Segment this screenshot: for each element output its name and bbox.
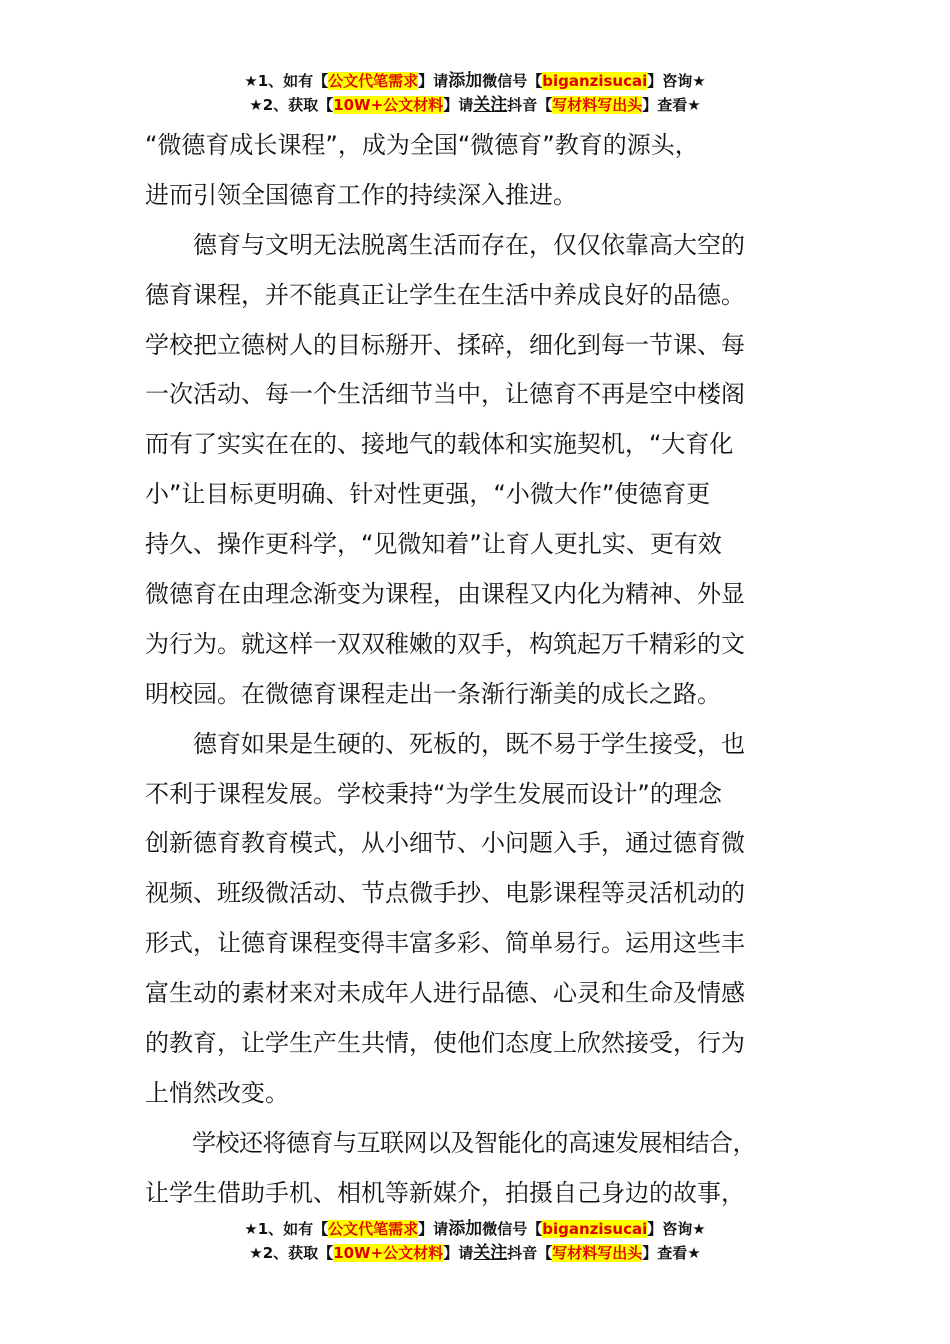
banner-text: ★2、获取【	[249, 1244, 334, 1262]
banner-text: 抖音【	[507, 1244, 553, 1262]
body-line: 进而引领全国德育工作的持续深入推进。	[145, 180, 577, 209]
banner-text: 】查看★	[642, 96, 701, 114]
banner-text: 关注	[473, 95, 508, 115]
body-line: 的教育，让学生产生共情，使他们态度上欣然接受，行为	[145, 1029, 745, 1058]
body-line: 形式，让德育课程变得丰富多彩、简单易行。运用这些丰	[145, 929, 745, 958]
body-line: 为行为。就这样一双双稚嫩的双手，构筑起万千精彩的文	[145, 629, 745, 658]
banner-text: 抖音【	[507, 96, 553, 114]
banner-text: 】咨询★	[647, 1220, 706, 1238]
body-line: 而有了实实在在的、接地气的载体和实施契机，“大育化	[145, 430, 734, 459]
banner-text: 关注	[473, 1243, 508, 1263]
banner-text: 微信号【	[482, 72, 543, 90]
banner-text: ★1、如有【	[244, 72, 329, 90]
body-line: “微德育成长课程”，成为全国“微德育”教育的源头，	[145, 131, 699, 159]
body-line: 学校还将德育与互联网以及智能化的高速发展相结合，	[145, 1128, 756, 1157]
body-line: 德育课程，并不能真正让学生在生活中养成良好的品德。	[145, 280, 745, 309]
body-line: 不利于课程发展。学校秉持“为学生发展而设计”的理念	[145, 779, 722, 808]
banner-text: 】咨询★	[647, 72, 706, 90]
banner-text: 】查看★	[642, 1244, 701, 1262]
body-line: 持久、操作更科学，“见微知着”让育人更扎实、更有效	[145, 530, 722, 559]
banner-line-1	[0, 70, 950, 94]
body-line: 小”让目标更明确、针对性更强，“小微大作”使德育更	[145, 480, 711, 509]
highlight-wechat-id: biganzisucai	[542, 1220, 648, 1238]
body-line: 微德育在由理念渐变为课程，由课程又内化为精神、外显	[145, 580, 745, 609]
body-line: 视频、班级微活动、节点微手抄、电影课程等灵活机动的	[145, 879, 745, 908]
highlight-writing-service: 公文代笔需求	[328, 1220, 419, 1238]
banner-text: 添加	[448, 71, 483, 91]
body-line: 让学生借助手机、相机等新媒介，拍摄自己身边的故事，	[145, 1178, 745, 1207]
body-line: 一次活动、每一个生活细节当中，让德育不再是空中楼阁	[145, 380, 745, 409]
body-line: 明校园。在微德育课程走出一条渐行渐美的成长之路。	[145, 679, 721, 708]
banner-text: 】请	[443, 1244, 474, 1262]
highlight-douyin-account: 写材料写出头	[552, 1244, 643, 1262]
highlight-wechat-id: biganzisucai	[542, 72, 648, 90]
body-line: 富生动的素材来对未成年人进行品德、心灵和生命及情感	[145, 979, 745, 1008]
banner-line-2	[0, 94, 950, 118]
highlight-materials: 10W+公文材料	[333, 1244, 444, 1262]
body-line: 德育如果是生硬的、死板的，既不易于学生接受，也	[145, 729, 745, 758]
banner-text: 微信号【	[482, 1220, 543, 1238]
footer-banner	[0, 1218, 950, 1266]
body-line: 上悄然改变。	[145, 1078, 289, 1107]
highlight-materials: 10W+公文材料	[333, 96, 444, 114]
header-banner	[0, 70, 950, 118]
banner-text: 】请	[418, 72, 449, 90]
banner-line-1	[0, 1218, 950, 1242]
highlight-writing-service: 公文代笔需求	[328, 72, 419, 90]
banner-text: ★1、如有【	[244, 1220, 329, 1238]
banner-text: 添加	[448, 1219, 483, 1239]
banner-line-2	[0, 1242, 950, 1266]
body-line: 德育与文明无法脱离生活而存在，仅仅依靠高大空的	[145, 230, 745, 259]
banner-text: 】请	[418, 1220, 449, 1238]
banner-text: 】请	[443, 96, 474, 114]
body-line: 创新德育教育模式，从小细节、小问题入手，通过德育微	[145, 829, 745, 858]
body-line: 学校把立德树人的目标掰开、揉碎，细化到每一节课、每	[145, 330, 745, 359]
highlight-douyin-account: 写材料写出头	[552, 96, 643, 114]
banner-text: ★2、获取【	[249, 96, 334, 114]
document-body	[145, 121, 825, 1219]
